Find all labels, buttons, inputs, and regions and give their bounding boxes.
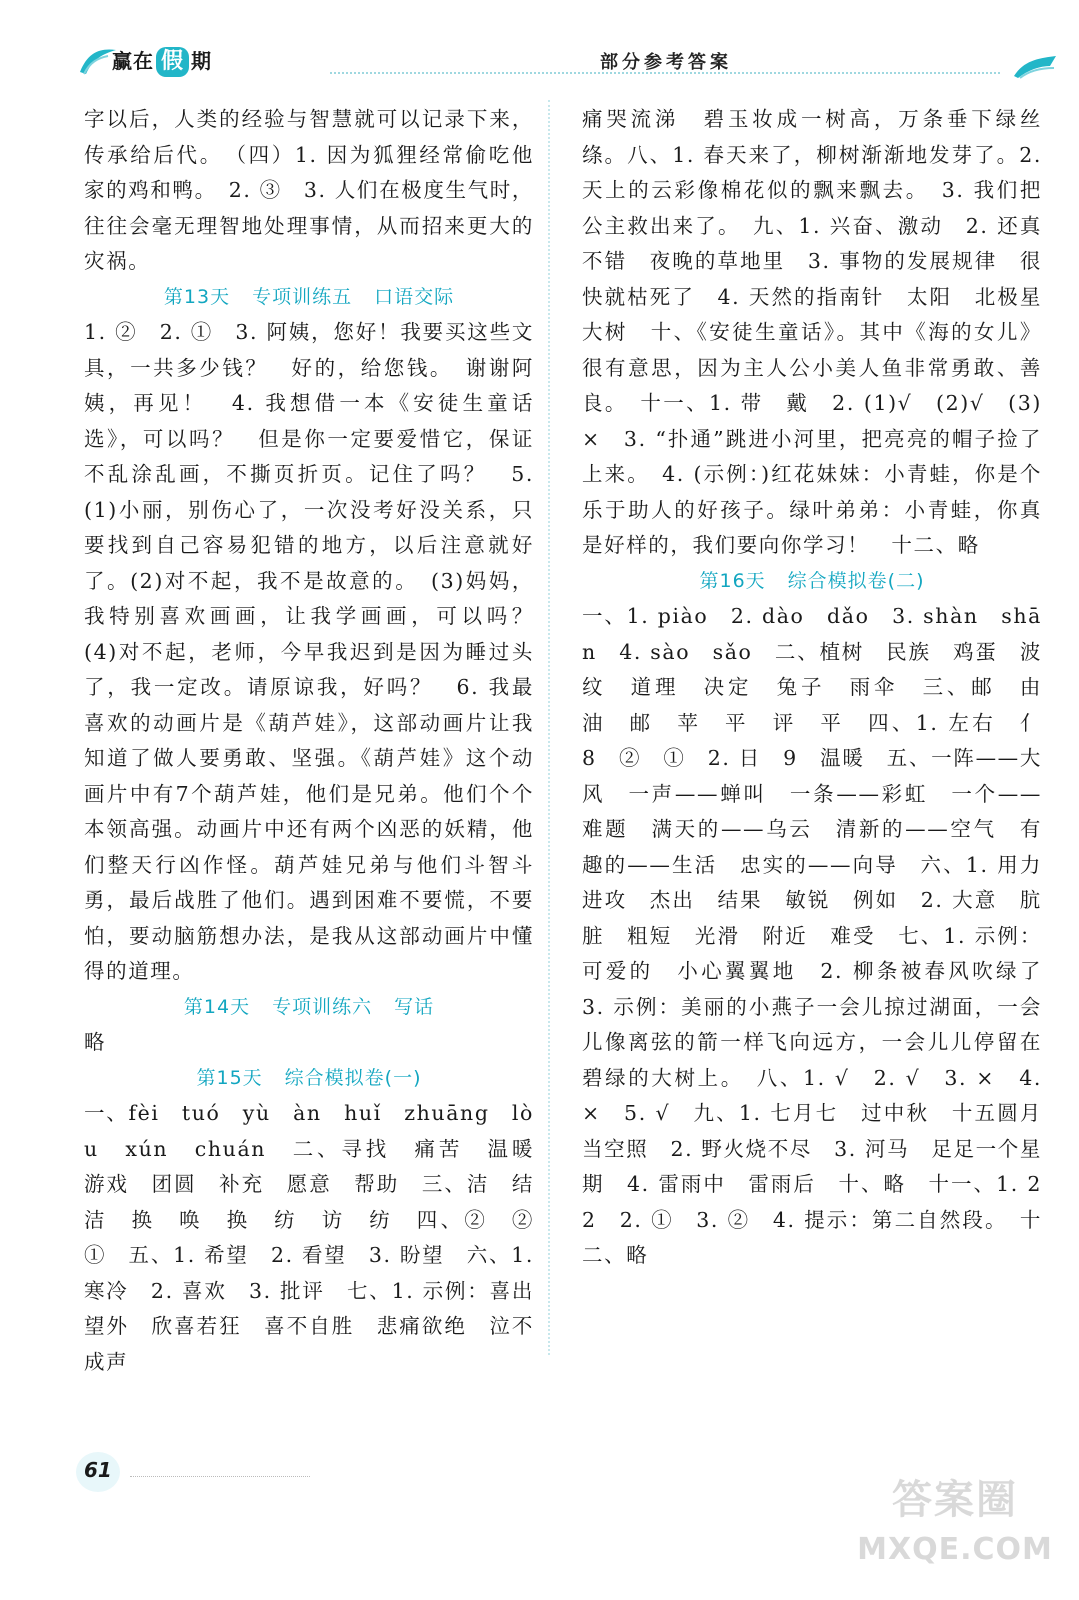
section-topic: 口语交际 bbox=[374, 285, 455, 308]
page-header bbox=[0, 0, 1079, 100]
section-day: 第15天 bbox=[196, 1066, 263, 1089]
page-number: 61 bbox=[84, 1458, 112, 1482]
page-number-badge bbox=[76, 1452, 126, 1502]
logo-badge: 假 bbox=[156, 47, 189, 77]
answer-paragraph: 略 bbox=[84, 1030, 107, 1054]
answer-paragraph: 痛哭流涕 碧玉妆成一树高，万条垂下绿丝绦。八、1. 春天来了，柳树渐渐地发芽了。2. 天上的云彩像棉花似的飘来飘去。 3. 我们把公主救出来了。 九、1. 兴奋、激动 2. 还真不错 夜晚的草地里 3. 事物的发展规律 很快就枯死了 4. 天然的指南针 太阳 北极星 大树 十、《安徒生童话》。其中《海的女儿》很有意思，因为主人公小美人鱼非常勇敢、善良。 十一、1. 带 戴 2. (1)√ (2)√ (3)× 3. “扑通”跳进小河里，把亮亮的帽子捡了上来。 4. (示例：)红花妹妹：小青蛙，你是个乐于助人的好孩子。绿叶弟弟：小青蛙，你真是好样的，我们要向你学习！ 十二、略 bbox=[582, 107, 1065, 557]
section-name: 综合模拟卷(一) bbox=[284, 1066, 422, 1089]
section-day: 第16天 bbox=[699, 569, 766, 592]
logo-text-part1: 赢在 bbox=[112, 49, 154, 73]
book-logo bbox=[78, 40, 258, 80]
watermark-line1: 答案圈 bbox=[892, 1477, 1018, 1523]
column-divider bbox=[548, 100, 550, 1355]
section-day: 第13天 bbox=[163, 285, 231, 308]
page-title: 部分参考答案 bbox=[600, 52, 732, 73]
answer-paragraph: 1. ② 2. ① 3. 阿姨，您好！我要买这些文具，一共多少钱？ 好的，给您钱。 谢谢阿姨，再见！ 4. 我想借一本《安徒生童话选》，可以吗？ 但是你一定要爱惜它，保证不乱涂乱画，不撕页折页。记住了吗？ 5. (1)小丽，别伤心了，一次没考好没关系，只要找到自己容易犯错的地方，以后注意就好了。(2)对不起，我不是故意的。 (3)妈妈，我特别喜欢画画，让我学画画，可以吗？ (4)对不起，老师，今早我迟到是因为睡过头了，我一定改。请原谅我，好吗？ 6. 我最喜欢的动画片是《葫芦娃》，这部动画片让我知道了做人要勇敢、坚强。《葫芦娃》这个动画片中有7个葫芦娃，他们是兄弟。他们个个本领高强。动画片中还有两个凶恶的妖精，他们整天行凶作怪。葫芦娃兄弟与他们斗智斗勇，最后战胜了他们。遇到困难不要慌，不要怕，要动脑筋想办法，是我从这部动画片中懂得的道理。 bbox=[84, 320, 557, 983]
section-name: 专项训练六 bbox=[272, 995, 373, 1018]
header-flag-icon bbox=[1010, 54, 1060, 80]
section-heading bbox=[582, 564, 1042, 600]
page-footer bbox=[0, 1440, 1079, 1600]
left-column bbox=[84, 102, 557, 1380]
logo-text bbox=[112, 46, 212, 76]
section-heading bbox=[84, 1061, 534, 1097]
section-heading bbox=[84, 990, 534, 1026]
section-day: 第14天 bbox=[183, 995, 251, 1018]
section-topic: 写话 bbox=[394, 995, 435, 1018]
footer-dotted-line bbox=[130, 1476, 310, 1477]
section-name: 专项训练五 bbox=[252, 285, 353, 308]
watermark-logo bbox=[840, 1470, 1070, 1600]
answer-paragraph: 一、1. piào 2. dào dǎo 3. shàn shān 4. sào sǎo 二、植树 民族 鸡蛋 波纹 道理 决定 兔子 雨伞 三、邮 由 油 邮 苹 平 评 平 四、1. 左右 亻 8 ② ① 2. 日 9 温暖 五、一阵——大风 一声——蝉叫 一条——彩虹 一个——难题 满天的——乌云 清新的——空气 有趣的——生活 忠实的——向导 六、1. 用力 进攻 杰出 结果 敏锐 例如 2. 大意 肮脏 粗短 光滑 附近 难受 七、1. 示例：可爱的 小心翼翼地 2. 柳条被春风吹绿了 3. 示例：美丽的小燕子一会儿掠过湖面，一会儿像离弦的箭一样飞向远方，一会儿儿停留在碧绿的大树上。 八、1. √ 2. √ 3. × 4. × 5. √ 九、1. 七月七 过中秋 十五圆月当空照 2. 野火烧不尽 3. 河马 足足一个星期 4. 雷雨中 雷雨后 十、略 十一、1. 2 2 2. ① 3. ② 4. 提示：第二自然段。 十二、略 bbox=[582, 604, 1065, 1267]
section-heading bbox=[84, 280, 534, 316]
answer-paragraph: 字以后，人类的经验与智慧就可以记录下来，传承给后代。 （四）1. 因为狐狸经常偷吃他家的鸡和鸭。 2. ③ 3. 人们在极度生气时，往往会毫无理智地处理事情，从而招来更大的灾祸。 bbox=[84, 107, 534, 273]
logo-text-part2: 期 bbox=[191, 49, 213, 73]
section-name: 综合模拟卷(二) bbox=[787, 569, 925, 592]
answer-paragraph: 一、fèi tuó yù àn huǐ zhuāng lòu xún chuán 二、寻找 痛苦 温暖 游戏 团圆 补充 愿意 帮助 三、洁 结 洁 换 唤 换 纺 访 纺 四、② ② ① 五、1. 希望 2. 看望 3. 盼望 六、1. 寒冷 2. 喜欢 3. 批评 七、1. 示例：喜出望外 欣喜若狂 喜不自胜 悲痛欲绝 泣不成声 bbox=[84, 1101, 557, 1374]
watermark-line2: MXQE.COM bbox=[857, 1532, 1053, 1567]
right-column bbox=[582, 102, 1065, 1274]
